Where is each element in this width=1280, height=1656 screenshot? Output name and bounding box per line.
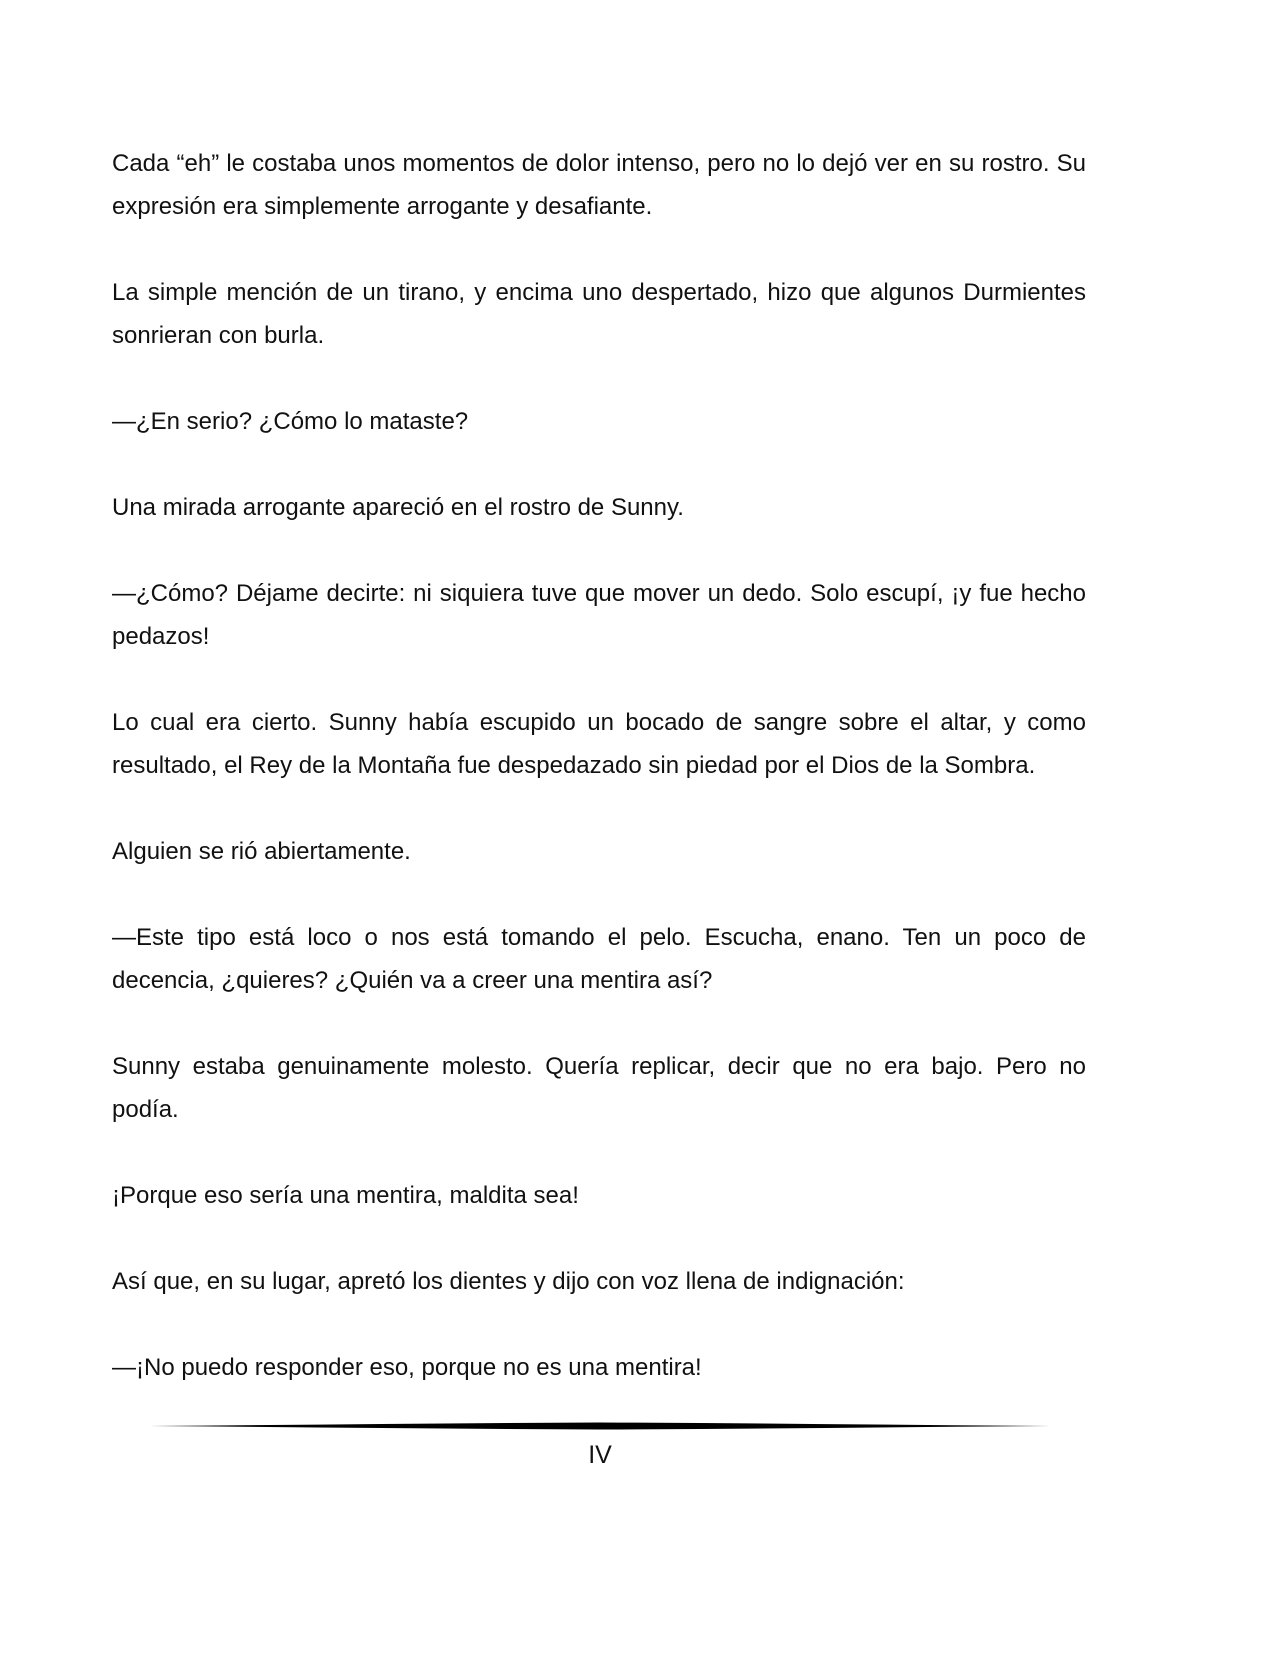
paragraph: Sunny estaba genuinamente molesto. Quería replicar, decir que no era bajo. Pero no podía. — [112, 1053, 1086, 1123]
paragraph: Alguien se rió abiertamente. — [112, 838, 411, 865]
paragraph: —¿Cómo? Déjame decirte: ni siquiera tuve que mover un dedo. Solo escupí, ¡y fue hecho pedazos! — [112, 580, 1086, 650]
paragraph: La simple mención de un tirano, y encima uno despertado, hizo que algunos Durmientes sonrieran con burla. — [112, 279, 1086, 349]
paragraph: ¡Porque eso sería una mentira, maldita sea! — [112, 1182, 579, 1209]
paragraph: Lo cual era cierto. Sunny había escupido un bocado de sangre sobre el altar, y como resultado, el Rey de la Montaña fue despedazado sin piedad por el Dios de la Sombra. — [112, 709, 1086, 779]
paragraph: Cada “eh” le costaba unos momentos de dolor intenso, pero no lo dejó ver en su rostro. Su expresión era simplemente arrogante y desafiante. — [112, 150, 1086, 220]
paragraph: Una mirada arrogante apareció en el rostro de Sunny. — [112, 494, 684, 521]
paragraph: —¡No puedo responder eso, porque no es una mentira! — [112, 1354, 702, 1381]
body-text — [112, 142, 1086, 1389]
paragraph: Así que, en su lugar, apretó los dientes y dijo con voz llena de indignación: — [112, 1268, 905, 1295]
divider-stroke — [150, 1423, 1050, 1430]
decorative-divider — [150, 1421, 1050, 1431]
paragraph: —¿En serio? ¿Cómo lo mataste? — [112, 408, 469, 435]
paragraph: —Este tipo está loco o nos está tomando el pelo. Escucha, enano. Ten un poco de decencia, ¿quieres? ¿Quién va a creer una mentira así? — [112, 924, 1086, 994]
page-number: IV — [588, 1441, 612, 1469]
